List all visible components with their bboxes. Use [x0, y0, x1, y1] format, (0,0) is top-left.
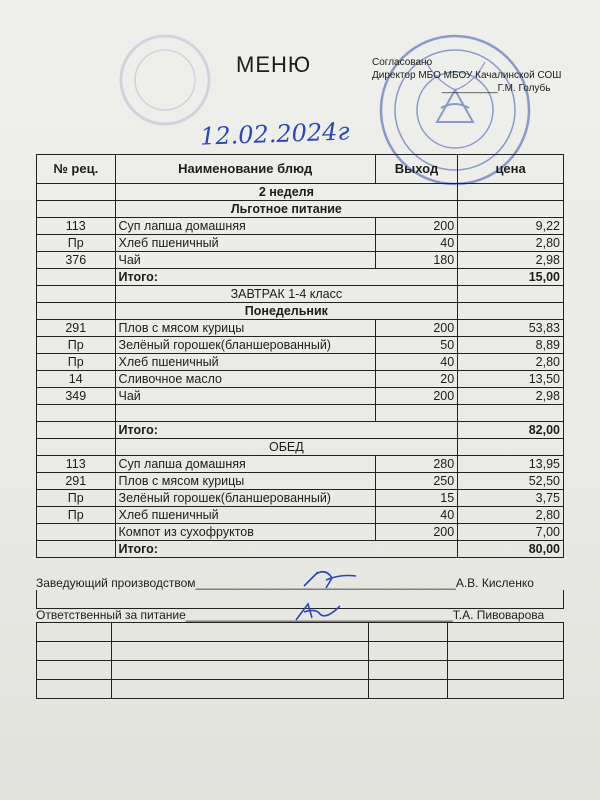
col-header-price: цена — [458, 155, 564, 184]
row-price: 8,89 — [458, 337, 564, 354]
row-yield: 40 — [375, 354, 457, 371]
row-price: 7,00 — [458, 524, 564, 541]
production-signature-line: Заведующий производством_______________________________________А.В. Кисленко — [36, 576, 534, 590]
empty-row — [37, 405, 564, 422]
row-price: 53,83 — [458, 320, 564, 337]
menu-table — [36, 154, 564, 558]
row-name: Хлеб пшеничный — [115, 507, 375, 524]
row-code: 376 — [37, 252, 116, 269]
row-name: Сливочное масло — [115, 371, 375, 388]
row-price: 2,80 — [458, 354, 564, 371]
row-yield: 20 — [375, 371, 457, 388]
table-row — [37, 473, 564, 490]
approval-line-3: __________Г.М. Голубь — [442, 83, 551, 94]
row-yield: 200 — [375, 320, 457, 337]
handwritten-date: 12.02.2024г — [199, 117, 350, 151]
day-row — [37, 303, 564, 320]
lunch-title-row — [37, 439, 564, 456]
nutrition-name: Т.А. Пивоварова — [452, 608, 545, 622]
row-yield: 15 — [375, 490, 457, 507]
table-row — [37, 524, 564, 541]
day-label: Понедельник — [115, 303, 458, 320]
row-code: Пр — [37, 490, 116, 507]
row-name: Чай — [115, 388, 375, 405]
nutrition-label: Ответственный за питание — [36, 608, 186, 622]
row-name: Суп лапша домашняя — [115, 456, 375, 473]
breakfast-title: ЗАВТРАК 1-4 класс — [115, 286, 458, 303]
week-label: 2 неделя — [115, 184, 458, 201]
lunch-title: ОБЕД — [115, 439, 458, 456]
row-yield: 280 — [375, 456, 457, 473]
total-value: 80,00 — [458, 541, 564, 558]
table-row — [37, 354, 564, 371]
table-row — [37, 388, 564, 405]
table-row — [37, 218, 564, 235]
director-name: Г.М. Голубь — [497, 83, 551, 94]
col-header-yield: Выход — [375, 155, 457, 184]
row-price: 3,75 — [458, 490, 564, 507]
row-code: 113 — [37, 456, 116, 473]
total-label: Итого: — [115, 422, 458, 439]
approval-line-1: Согласовано — [372, 57, 433, 68]
table-row — [37, 490, 564, 507]
row-price: 9,22 — [458, 218, 564, 235]
row-price: 52,50 — [458, 473, 564, 490]
row-code: Пр — [37, 337, 116, 354]
faint-stamp-icon — [110, 30, 220, 130]
row-code: 291 — [37, 473, 116, 490]
col-header-code: № рец. — [37, 155, 116, 184]
total-row — [37, 422, 564, 439]
total-row — [37, 269, 564, 286]
row-price: 2,80 — [458, 235, 564, 252]
row-yield: 40 — [375, 507, 457, 524]
subsidized-title-row — [37, 201, 564, 218]
row-name: Плов с мясом курицы — [115, 473, 375, 490]
total-row — [37, 541, 564, 558]
row-name: Плов с мясом курицы — [115, 320, 375, 337]
subsidized-title: Льготное питание — [115, 201, 458, 218]
row-yield: 180 — [375, 252, 457, 269]
row-price: 2,98 — [458, 388, 564, 405]
table-row — [37, 507, 564, 524]
row-code: 349 — [37, 388, 116, 405]
col-header-name: Наименование блюд — [115, 155, 375, 184]
row-code: 113 — [37, 218, 116, 235]
approval-line-2: Директор МБО МБОУ Качалинской СОШ — [372, 70, 562, 81]
row-yield: 250 — [375, 473, 457, 490]
row-name: Хлеб пшеничный — [115, 235, 375, 252]
production-label: Заведующий производством — [36, 576, 196, 590]
row-price: 13,50 — [458, 371, 564, 388]
page-title: МЕНЮ — [236, 52, 312, 77]
table-row — [37, 320, 564, 337]
row-price: 13,95 — [458, 456, 564, 473]
row-code: Пр — [37, 507, 116, 524]
row-code — [37, 524, 116, 541]
row-name: Зелёный горошек(бланшерованный) — [115, 337, 375, 354]
approval-block — [372, 56, 592, 95]
row-yield: 50 — [375, 337, 457, 354]
total-label: Итого: — [115, 269, 458, 286]
row-code: Пр — [37, 354, 116, 371]
row-name: Суп лапша домашняя — [115, 218, 375, 235]
table-row — [37, 456, 564, 473]
week-row — [37, 184, 564, 201]
blank-grid — [36, 622, 564, 699]
row-name: Компот из сухофруктов — [115, 524, 375, 541]
row-name: Зелёный горошек(бланшерованный) — [115, 490, 375, 507]
table-row — [37, 337, 564, 354]
production-name: А.В. Кисленко — [455, 576, 534, 590]
row-name: Хлеб пшеничный — [115, 354, 375, 371]
total-value: 82,00 — [458, 422, 564, 439]
row-code: Пр — [37, 235, 116, 252]
nutrition-signature-line: Ответственный за питание________________________________________Т.А. Пивоварова — [36, 608, 545, 622]
header-row — [37, 155, 564, 184]
table-row — [37, 235, 564, 252]
total-label: Итого: — [115, 541, 458, 558]
row-name: Чай — [115, 252, 375, 269]
row-price: 2,80 — [458, 507, 564, 524]
breakfast-title-row — [37, 286, 564, 303]
row-yield: 200 — [375, 524, 457, 541]
table-row — [37, 371, 564, 388]
row-yield: 40 — [375, 235, 457, 252]
row-yield: 200 — [375, 218, 457, 235]
row-yield: 200 — [375, 388, 457, 405]
row-code: 291 — [37, 320, 116, 337]
total-value: 15,00 — [458, 269, 564, 286]
row-code: 14 — [37, 371, 116, 388]
table-row — [37, 252, 564, 269]
row-price: 2,98 — [458, 252, 564, 269]
